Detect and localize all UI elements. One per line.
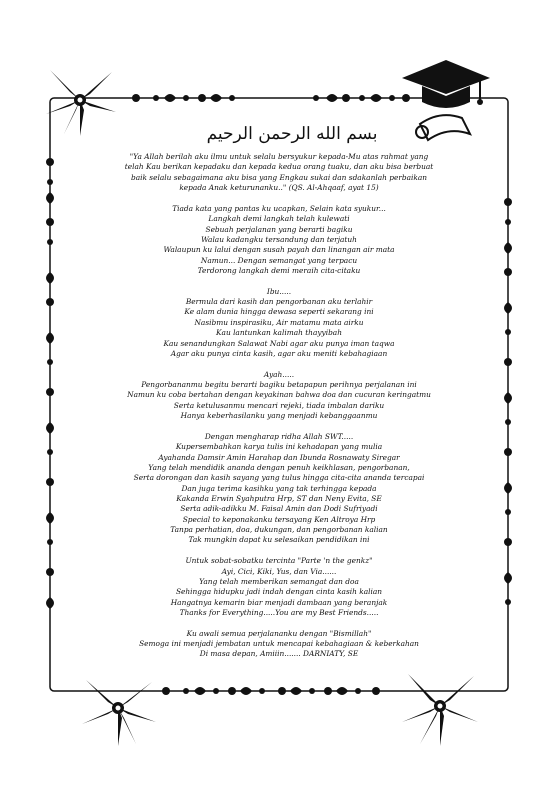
poem-line: Yang telah mendidik ananda dengan penuh keikhlasan, pengorbanan, xyxy=(148,462,410,472)
quote-line: telah Kau berikan kepadaku dan kepada kedua orang tuaku, dan aku bisa berbuat xyxy=(124,162,434,172)
poem-line: Terdorong langkah demi meraih cita-citaku xyxy=(197,265,361,275)
poem-line: Namun... Dengan semangat yang terpacu xyxy=(200,255,358,265)
poem-line: Sebuah perjalanan yang berarti bagiku xyxy=(205,224,353,234)
dedication-text xyxy=(70,118,488,660)
poem-line: Thanks for Everything.....You are my Best Friends..... xyxy=(179,607,379,617)
bismillah-calligraphy: بسم الله الرحمن الرحيم xyxy=(206,124,378,144)
poinsettia-corner-icon xyxy=(398,664,482,748)
quote-line: "Ya Allah berilah aku ilmu untuk selalu bersyukur kepada-Mu atas rahmat yang xyxy=(129,152,429,161)
poem-line: Nasibmu inspirasiku, Air matamu mata airku xyxy=(194,317,364,327)
poem-line: Ibu..... xyxy=(266,286,292,296)
quote-line: baik selalu sebagaimana aku bisa yang Engkau sukai dan sdakanlah perbaikan xyxy=(130,172,428,182)
poem-line: Yang telah memberikan semangat dan doa xyxy=(199,576,359,586)
poem-line: Sehingga hidupku jadi indah dengan cinta kasih kalian xyxy=(175,587,382,597)
poem-line: Walau kadangku tersandung dan terjatuh xyxy=(201,234,357,244)
poem-line: Ayah..... xyxy=(263,369,295,379)
poem-line: Tiada kata yang pantas ku ucapkan, Selain kata syukur... xyxy=(172,203,386,213)
quran-quote xyxy=(70,152,488,193)
poem-line: Untuk sobat-sobatku tercinta "Parte 'n the genkz" xyxy=(185,556,373,566)
poem-line: Ayahanda Damsir Amin Harahap dan Ibunda Rosnawaty Siregar xyxy=(158,452,400,462)
poem-line: Langkah demi langkah telah kulewati xyxy=(208,214,350,224)
poem-line: Walaupun ku lalui dengan susah payah dan linangan air mata xyxy=(163,245,395,255)
poem-line: Kau senandungkan Salawat Nabi agar aku punya iman taqwa xyxy=(163,338,395,348)
stanza-mother xyxy=(70,287,488,359)
stanza-father xyxy=(70,370,488,422)
poem-line: Tanpa perhatian, doa, dukungan, dan pengorbanan kalian xyxy=(170,525,388,534)
poem-line: Kau lantunkan kalimah thayyibah xyxy=(216,328,342,338)
poem-line: Pengorbananmu begitu berarti bagiku betapapun perihnya perjalanan ini xyxy=(141,380,417,390)
poem-line: Hangatnya kemarin biar menjadi dambaan yang beranjak xyxy=(170,597,388,607)
poinsettia-corner-icon xyxy=(78,668,160,748)
quote-line: kepada Anak keturunanku.." (QS. Al-Ahqaaf, ayat 15) xyxy=(179,183,379,193)
poem-line: Hanya keberhasilanku yang menjadi kebanggaanmu xyxy=(180,411,378,421)
poem-line: Serta ketulusanmu mencari rejeki, tiada imbalan dariku xyxy=(173,400,385,410)
poem-line: Namun ku coba bertahan dengan keyakinan bahwa doa dan cucuran keringatmu xyxy=(127,390,431,400)
stanza-closing xyxy=(70,629,488,660)
poem-line: Dan juga terima kasihku yang tak terhingga kepada xyxy=(181,483,377,493)
poem-line: Ayi, Cici, Kiki, Yus, dan Via...... xyxy=(221,566,337,576)
poem-line: Kakanda Erwin Syahputra Hrp, ST dan Neny Evita, SE xyxy=(176,493,382,503)
poem-line: Ku awali semua perjalananku dengan "Bismillah" xyxy=(186,628,372,638)
poem-line: Dengan mengharap ridha Allah SWT..... xyxy=(204,431,354,441)
stanza-gratitude xyxy=(70,204,488,276)
poem-line: Agar aku punya cinta kasih, agar aku meniti kebahagiaan xyxy=(170,348,388,358)
poem-line: Bermula dari kasih dan pengorbanan aku terlahir xyxy=(185,297,373,307)
poem-line: Serta dorongan dan kasih sayang yang tulus hingga cita-cita ananda tercapai xyxy=(133,473,425,483)
signature-line: Di masa depan, Amiiin....... DARNIATY, SE xyxy=(199,649,359,659)
poem-line: Special to keponakanku tersayang Ken Altroya Hrp xyxy=(182,514,376,524)
poem-line: Semoga ini menjadi jembatan untuk mencapai kebahagiaan & keberkahan xyxy=(139,639,419,649)
poem-line: Kupersembahkan karya tulis ini kehadapan yang mulia xyxy=(175,442,383,452)
poem-line: Tak mungkin dapat ku selesaikan pendidikan ini xyxy=(188,535,370,545)
stanza-friends xyxy=(70,556,488,618)
poem-line: Serta adik-adikku M. Faisal Amin dan Dodi Sufriyadi xyxy=(180,504,378,514)
stanza-dedication xyxy=(70,432,488,546)
poem-line: Ke alam dunia hingga dewasa seperti sekarang ini xyxy=(184,307,374,317)
